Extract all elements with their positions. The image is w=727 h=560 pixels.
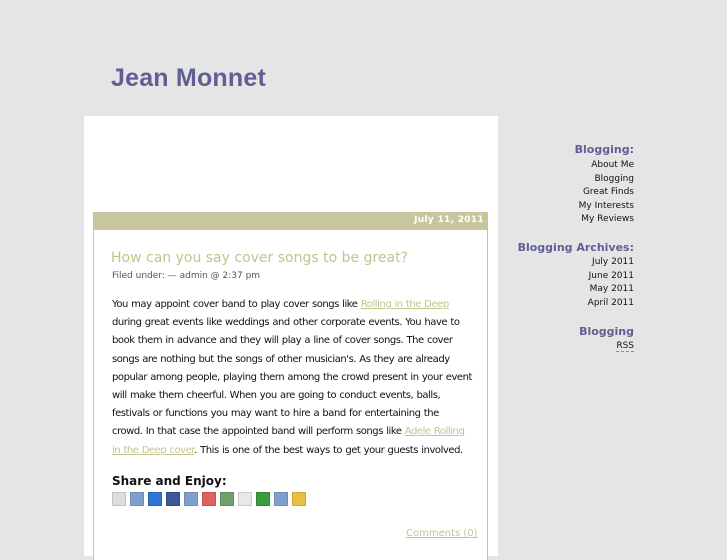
share-heading: Share and Enjoy: <box>112 474 227 488</box>
mixx-icon[interactable] <box>184 492 198 506</box>
delicious-icon[interactable] <box>148 492 162 506</box>
archives-heading: Blogging Archives: <box>517 241 634 254</box>
archive-link-april-2011[interactable]: April 2011 <box>587 298 634 308</box>
google-icon[interactable] <box>292 492 306 506</box>
sidebar-link-blogging[interactable]: Blogging <box>594 174 634 184</box>
sidebar-link-great-finds[interactable]: Great Finds <box>582 187 634 197</box>
post-date: July 11, 2011 <box>414 215 484 225</box>
feed-heading: Blogging <box>579 325 634 338</box>
facebook-icon[interactable] <box>166 492 180 506</box>
post-meta: Filed under: — admin @ 2:37 pm <box>112 271 261 281</box>
sidebar-link-my-interests[interactable]: My Interests <box>578 201 634 211</box>
post-body-text-2: during great events like weddings and other corporate events. You have to book them in advance and they will play a line of cover songs. The cover songs are nothing but the songs of other musician's. As they are already popular among people, playing them among the crowd present in your event will make them cheerful. When you are going to conduct events, balls, festivals or functions you may want to hire a band for entertaining the crowd. In that case the appointed band will perform songs like <box>112 317 472 438</box>
adele-cover-link[interactable]: Adele Rolling in the Deep cover <box>112 426 465 456</box>
sidebar-link-my-reviews[interactable]: My Reviews <box>581 214 634 224</box>
archive-link-july-2011[interactable]: July 2011 <box>592 257 634 267</box>
stumbleupon-icon[interactable] <box>256 492 270 506</box>
reddit-icon[interactable] <box>238 492 252 506</box>
site-title[interactable]: Jean Monnet <box>111 64 266 92</box>
digg-icon[interactable] <box>112 492 126 506</box>
archive-link-june-2011[interactable]: June 2011 <box>588 271 634 281</box>
sidebar-link-about-me[interactable]: About Me <box>591 160 634 170</box>
comments-link[interactable]: Comments (0) <box>406 528 478 539</box>
evernote-icon[interactable] <box>220 492 234 506</box>
post-date-bar <box>93 212 488 230</box>
sphinn-icon[interactable] <box>130 492 144 506</box>
blogging-heading: Blogging: <box>574 143 634 156</box>
mister-wong-icon[interactable] <box>202 492 216 506</box>
rss-link[interactable]: RSS <box>616 341 634 351</box>
rolling-in-the-deep-link[interactable]: Rolling in the Deep <box>360 299 449 310</box>
post-body <box>112 296 472 460</box>
post-title-link[interactable]: How can you say cover songs to be great? <box>111 250 409 266</box>
share-icons <box>112 492 306 506</box>
archive-link-may-2011[interactable]: May 2011 <box>589 284 634 294</box>
technorati-icon[interactable] <box>274 492 288 506</box>
post-body-text-1: You may appoint cover band to play cover songs like <box>112 299 361 310</box>
post-body-text-3: . This is one of the best ways to get your guests involved. <box>194 444 463 456</box>
